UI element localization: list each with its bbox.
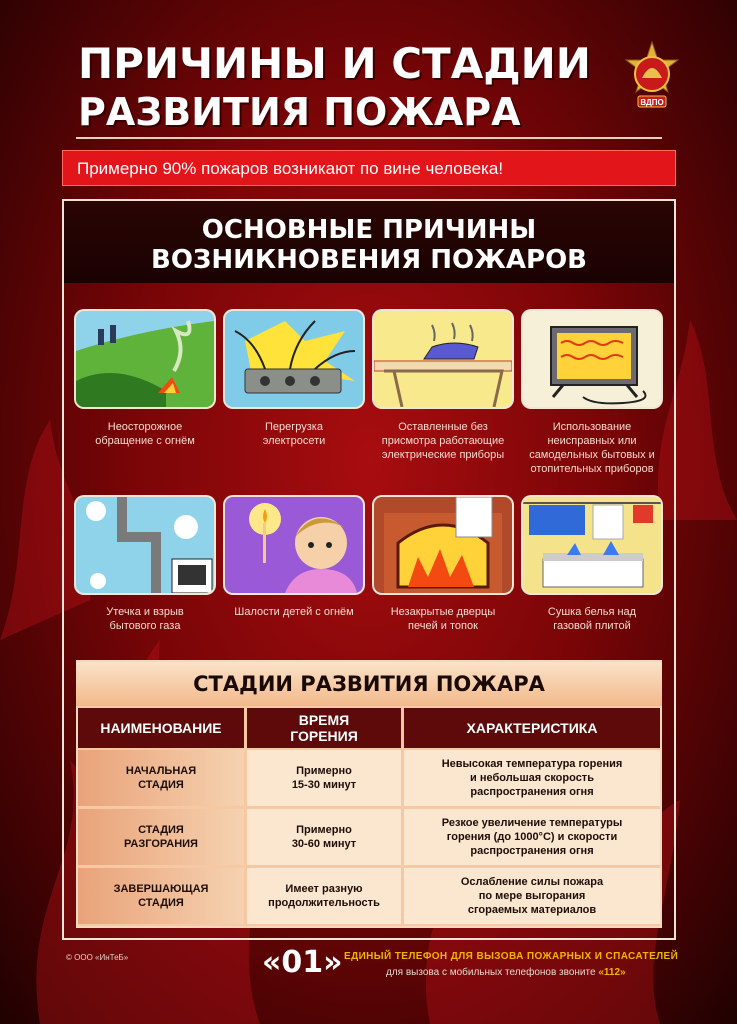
cause-caption: Неосторожное обращение с огнём: [95, 421, 195, 447]
stage-description: Ослабление силы пожара по мере выгорания сгораемых материалов: [404, 868, 660, 924]
furnace-icon: [374, 497, 512, 593]
stage-time: Примерно 30-60 минут: [247, 809, 401, 865]
stage-name: ЗАВЕРШАЮЩАЯ СТАДИЯ: [78, 868, 244, 924]
banner-text: Примерно 90% пожаров возникают по вине человека!: [77, 159, 504, 178]
cause-tile-children: [225, 497, 363, 593]
emergency-number: «01»: [262, 945, 343, 980]
cause-tile-unattended: [374, 311, 512, 407]
title-line-1: ПРИЧИНЫ И СТАДИИ: [78, 39, 591, 88]
cause-tile-gas-leak: [76, 497, 214, 593]
emergency-line: ЕДИНЫЙ ТЕЛЕФОН ДЛЯ ВЫЗОВА ПОЖАРНЫХ И СПАСАТЕЛЕЙ: [344, 951, 679, 962]
column-header-time: ВРЕМЯ ГОРЕНИЯ: [247, 708, 401, 748]
stage-description: Резкое увеличение температуры горения (до 1000°С) и скорости распространения огня: [404, 809, 660, 865]
key-fact-banner: [62, 150, 676, 186]
cause-caption: Оставленные без присмотра работающие электрические приборы: [381, 421, 505, 461]
stage-description: Невысокая температура горения и небольшая скорость распространения огня: [404, 750, 660, 806]
mobile-line-text: для вызова с мобильных телефонов звоните: [386, 967, 596, 978]
mobile-number: «112»: [598, 967, 626, 978]
campfire-icon: [76, 311, 214, 407]
overloaded-socket-icon: [225, 311, 363, 407]
title-divider: [76, 137, 662, 139]
cause-caption: Незакрытые дверцы печей и топок: [390, 606, 496, 632]
cause-caption: Сушка белья над газовой плитой: [547, 606, 637, 632]
emblem-text: ВДПО: [640, 98, 664, 107]
causes-heading-line-1: ОСНОВНЫЕ ПРИЧИНЫ: [201, 215, 537, 245]
stage-name: СТАДИЯ РАЗГОРАНИЯ: [78, 809, 244, 865]
gas-pipe-icon: [76, 497, 214, 593]
mobile-line: [386, 967, 626, 978]
vdpo-emblem-icon: [620, 40, 684, 114]
stage-time: Примерно 15-30 минут: [247, 750, 401, 806]
cause-caption: Утечка и взрыв бытового газа: [106, 606, 184, 632]
page-title: [78, 40, 591, 136]
causes-heading: [64, 201, 674, 283]
iron-icon: [374, 311, 512, 407]
laundry-stove-icon: [523, 497, 661, 593]
column-header-description: ХАРАКТЕРИСТИКА: [404, 708, 660, 748]
stages-title: СТАДИИ РАЗВИТИЯ ПОЖАРА: [76, 662, 662, 706]
causes-heading-line-2: ВОЗНИКНОВЕНИЯ ПОЖАРОВ: [151, 245, 587, 275]
heater-icon: [523, 311, 661, 407]
copyright: © ООО «ИнТеБ»: [66, 953, 129, 962]
stage-name: НАЧАЛЬНАЯ СТАДИЯ: [78, 750, 244, 806]
cause-tile-furnace: [374, 497, 512, 593]
child-match-icon: [225, 497, 363, 593]
cause-tile-careless-fire: [76, 311, 214, 407]
cause-caption: Использование неисправных или самодельных бытовых и отопительных приборов: [529, 421, 655, 475]
column-header-name: НАИМЕНОВАНИЕ: [78, 708, 244, 748]
cause-tile-laundry: [523, 497, 661, 593]
title-line-2: РАЗВИТИЯ ПОЖАРА: [78, 90, 521, 134]
cause-tile-overload: [225, 311, 363, 407]
cause-caption: Шалости детей с огнём: [234, 606, 354, 618]
cause-tile-faulty-device: [523, 311, 661, 407]
cause-caption: Перегрузка электросети: [262, 421, 326, 447]
stage-time: Имеет разную продолжительность: [247, 868, 401, 924]
